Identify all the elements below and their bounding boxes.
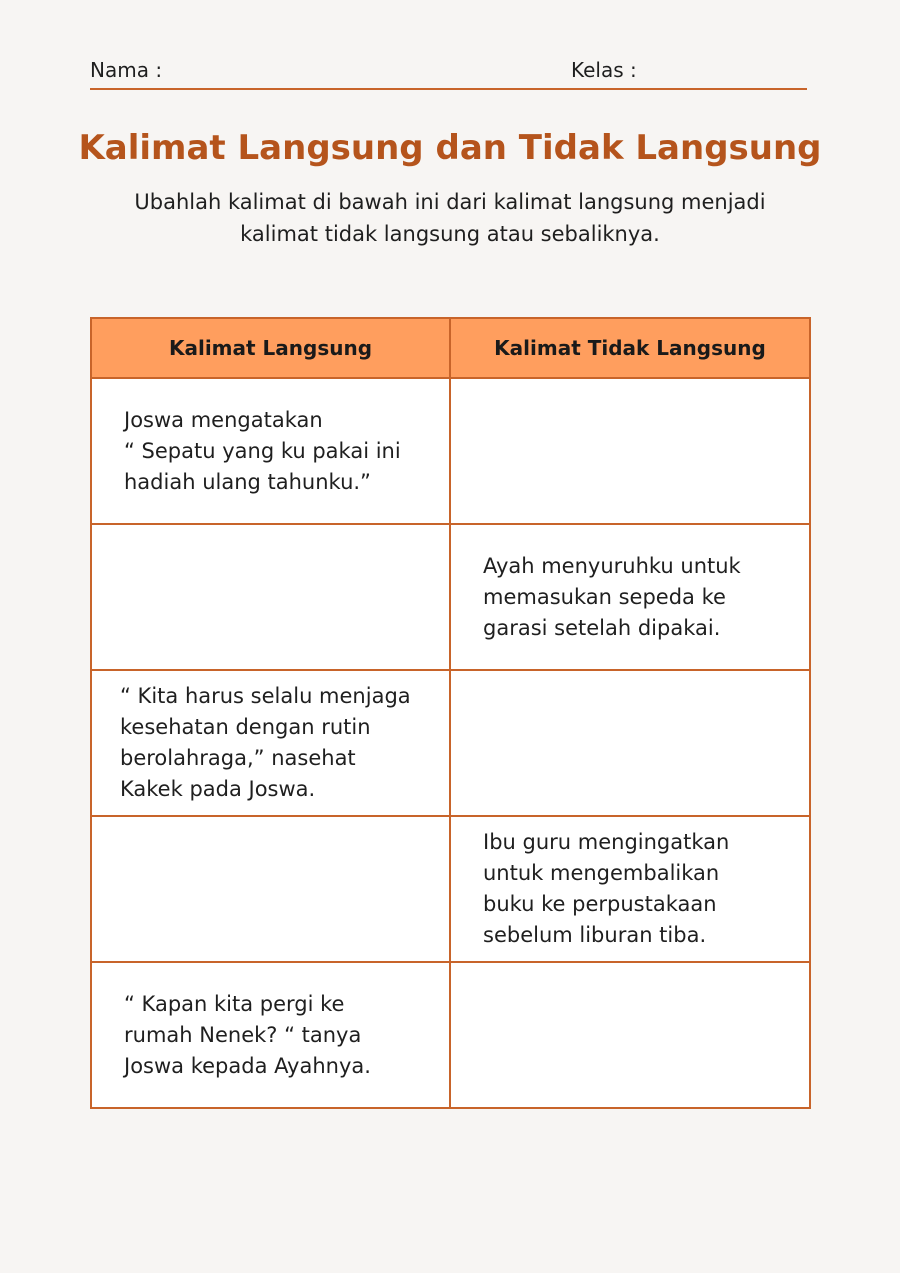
instruction-text: Ubahlah kalimat di bawah ini dari kalimat langsung menjadi kalimat tidak langsung atau sebaliknya. — [134, 190, 766, 246]
cell-tidak-langsung[interactable] — [450, 962, 810, 1108]
table-row — [91, 524, 810, 670]
table-row — [91, 962, 810, 1108]
header-kalimat-tidak-langsung: Kalimat Tidak Langsung — [450, 318, 810, 378]
cell-tidak-langsung-text: Ibu guru mengingatkan untuk mengembalikan buku ke perpustakaan sebelum liburan tiba. — [483, 830, 730, 947]
table-row — [91, 378, 810, 524]
exercise-table — [90, 317, 811, 1109]
cell-langsung[interactable] — [91, 816, 450, 962]
cell-langsung-text: “ Kapan kita pergi ke rumah Nenek? “ tanya Joswa kepada Ayahnya. — [124, 991, 371, 1078]
cell-tidak-langsung-text: Ayah menyuruhku untuk memasukan sepeda ke garasi setelah dipakai. — [483, 553, 741, 640]
table-row — [91, 816, 810, 962]
cell-tidak-langsung[interactable] — [450, 670, 810, 816]
cell-langsung-text: “ Kita harus selalu menjaga kesehatan dengan rutin berolahraga,” nasehat Kakek pada Joswa. — [120, 684, 411, 801]
table-header-row — [91, 318, 810, 378]
cell-langsung — [91, 962, 450, 1108]
header-kalimat-langsung: Kalimat Langsung — [91, 318, 450, 378]
cell-tidak-langsung — [450, 816, 810, 962]
nama-label: Nama : — [90, 58, 163, 82]
kelas-label: Kelas : — [571, 58, 637, 82]
name-class-line — [90, 56, 807, 90]
cell-langsung[interactable] — [91, 524, 450, 670]
cell-tidak-langsung — [450, 524, 810, 670]
cell-langsung — [91, 670, 450, 816]
page-title: Kalimat Langsung dan Tidak Langsung — [78, 128, 822, 168]
table-row — [91, 670, 810, 816]
cell-langsung-text: Joswa mengatakan “ Sepatu yang ku pakai ini hadiah ulang tahunku.” — [124, 407, 401, 494]
cell-tidak-langsung[interactable] — [450, 378, 810, 524]
cell-langsung — [91, 378, 450, 524]
